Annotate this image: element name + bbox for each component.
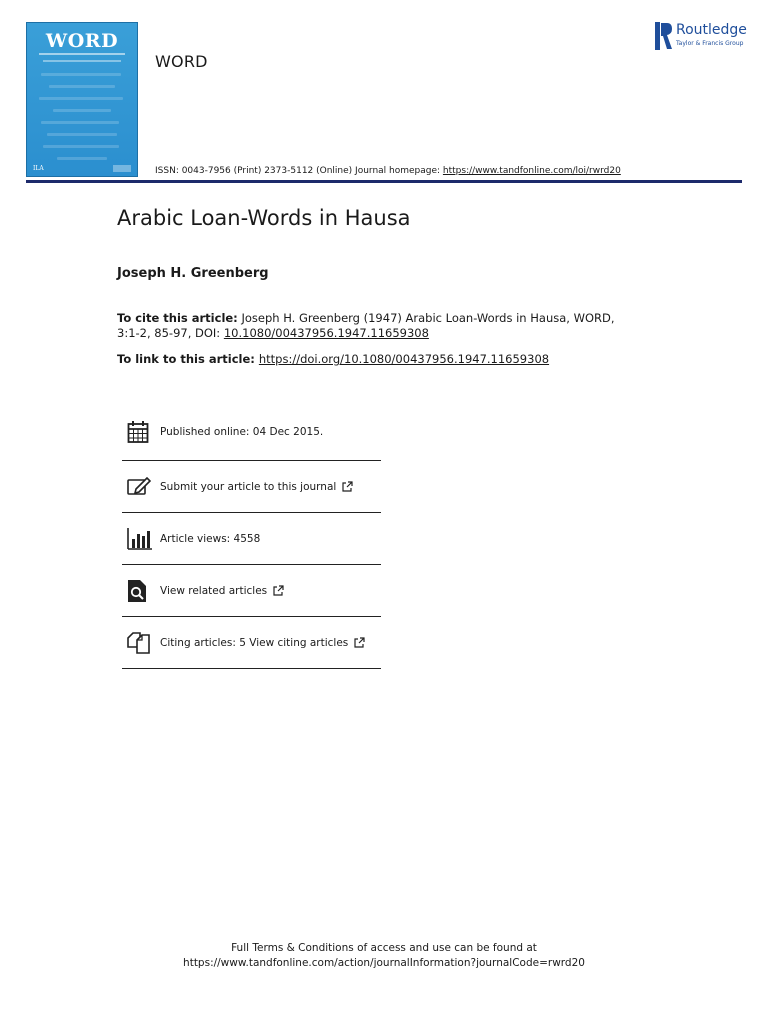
terms-footer (0, 941, 768, 971)
issn-text: ISSN: 0043-7956 (Print) 2373-5112 (Online) Journal homepage: (155, 166, 443, 176)
external-link-icon (273, 585, 284, 596)
cover-text-line (57, 157, 107, 160)
doi-link[interactable]: 10.1080/00437956.1947.11659308 (223, 326, 429, 340)
footer-line-1: Full Terms & Conditions of access and use can be found at (231, 942, 537, 954)
article-link-row (117, 352, 549, 366)
cover-text-line (53, 109, 111, 112)
cover-text-line (43, 145, 119, 148)
routledge-logo-icon (655, 22, 673, 50)
publisher-name: Routledge (676, 22, 747, 38)
article-views-text: Article views: 4558 (160, 532, 261, 545)
article-meta-list (122, 403, 381, 669)
cover-text-line (47, 133, 117, 136)
related-articles-text[interactable]: View related articles (160, 584, 268, 597)
related-articles-row[interactable] (122, 565, 381, 617)
citing-articles-row[interactable] (122, 617, 381, 669)
copy-documents-icon (127, 629, 159, 657)
calendar-icon (127, 418, 159, 446)
journal-name: WORD (155, 52, 208, 71)
cover-title: WORD (45, 30, 119, 52)
cover-publisher-mark (113, 165, 131, 172)
issn-line (155, 166, 621, 176)
submit-article-text[interactable]: Submit your article to this journal (160, 480, 337, 493)
external-link-icon (342, 481, 353, 492)
cover-subtitle-line-2 (43, 60, 121, 62)
document-search-icon (127, 577, 159, 605)
article-doi-url[interactable]: https://doi.org/10.1080/00437956.1947.11659308 (258, 352, 550, 366)
cover-footer-mark: ILA (33, 165, 44, 172)
footer-terms-url[interactable]: https://www.tandfonline.com/action/journalInformation?journalCode=rwrd20 (183, 957, 585, 969)
bar-chart-icon (127, 525, 159, 553)
publisher-logo[interactable] (655, 21, 750, 51)
journal-homepage-link[interactable]: https://www.tandfonline.com/loi/rwrd20 (442, 166, 621, 176)
article-title: Arabic Loan-Words in Hausa (117, 206, 411, 230)
external-link-icon (354, 637, 365, 648)
cover-text-line (41, 121, 119, 124)
citing-articles-text[interactable]: Citing articles: 5 View citing articles (160, 636, 349, 649)
cover-text-line (49, 85, 115, 88)
cover-text-line (41, 73, 121, 76)
header-divider (26, 180, 742, 183)
journal-cover-image (26, 22, 138, 177)
link-label: To link to this article: (117, 352, 259, 366)
cover-text-line (39, 97, 123, 100)
citation-block (117, 311, 637, 341)
article-author: Joseph H. Greenberg (117, 266, 269, 281)
submit-article-row[interactable] (122, 461, 381, 513)
published-online-text: Published online: 04 Dec 2015. (160, 425, 324, 438)
article-views-row (122, 513, 381, 565)
published-online-row (122, 403, 381, 461)
cite-text: Joseph H. Greenberg (1947) Arabic Loan-Words in Hausa, WORD, 3:1-2, 85-97, DOI: (117, 311, 615, 340)
edit-icon (127, 473, 159, 501)
cover-subtitle-line (39, 53, 125, 55)
cite-label: To cite this article: (117, 311, 238, 325)
publisher-group: Taylor & Francis Group (676, 40, 744, 47)
